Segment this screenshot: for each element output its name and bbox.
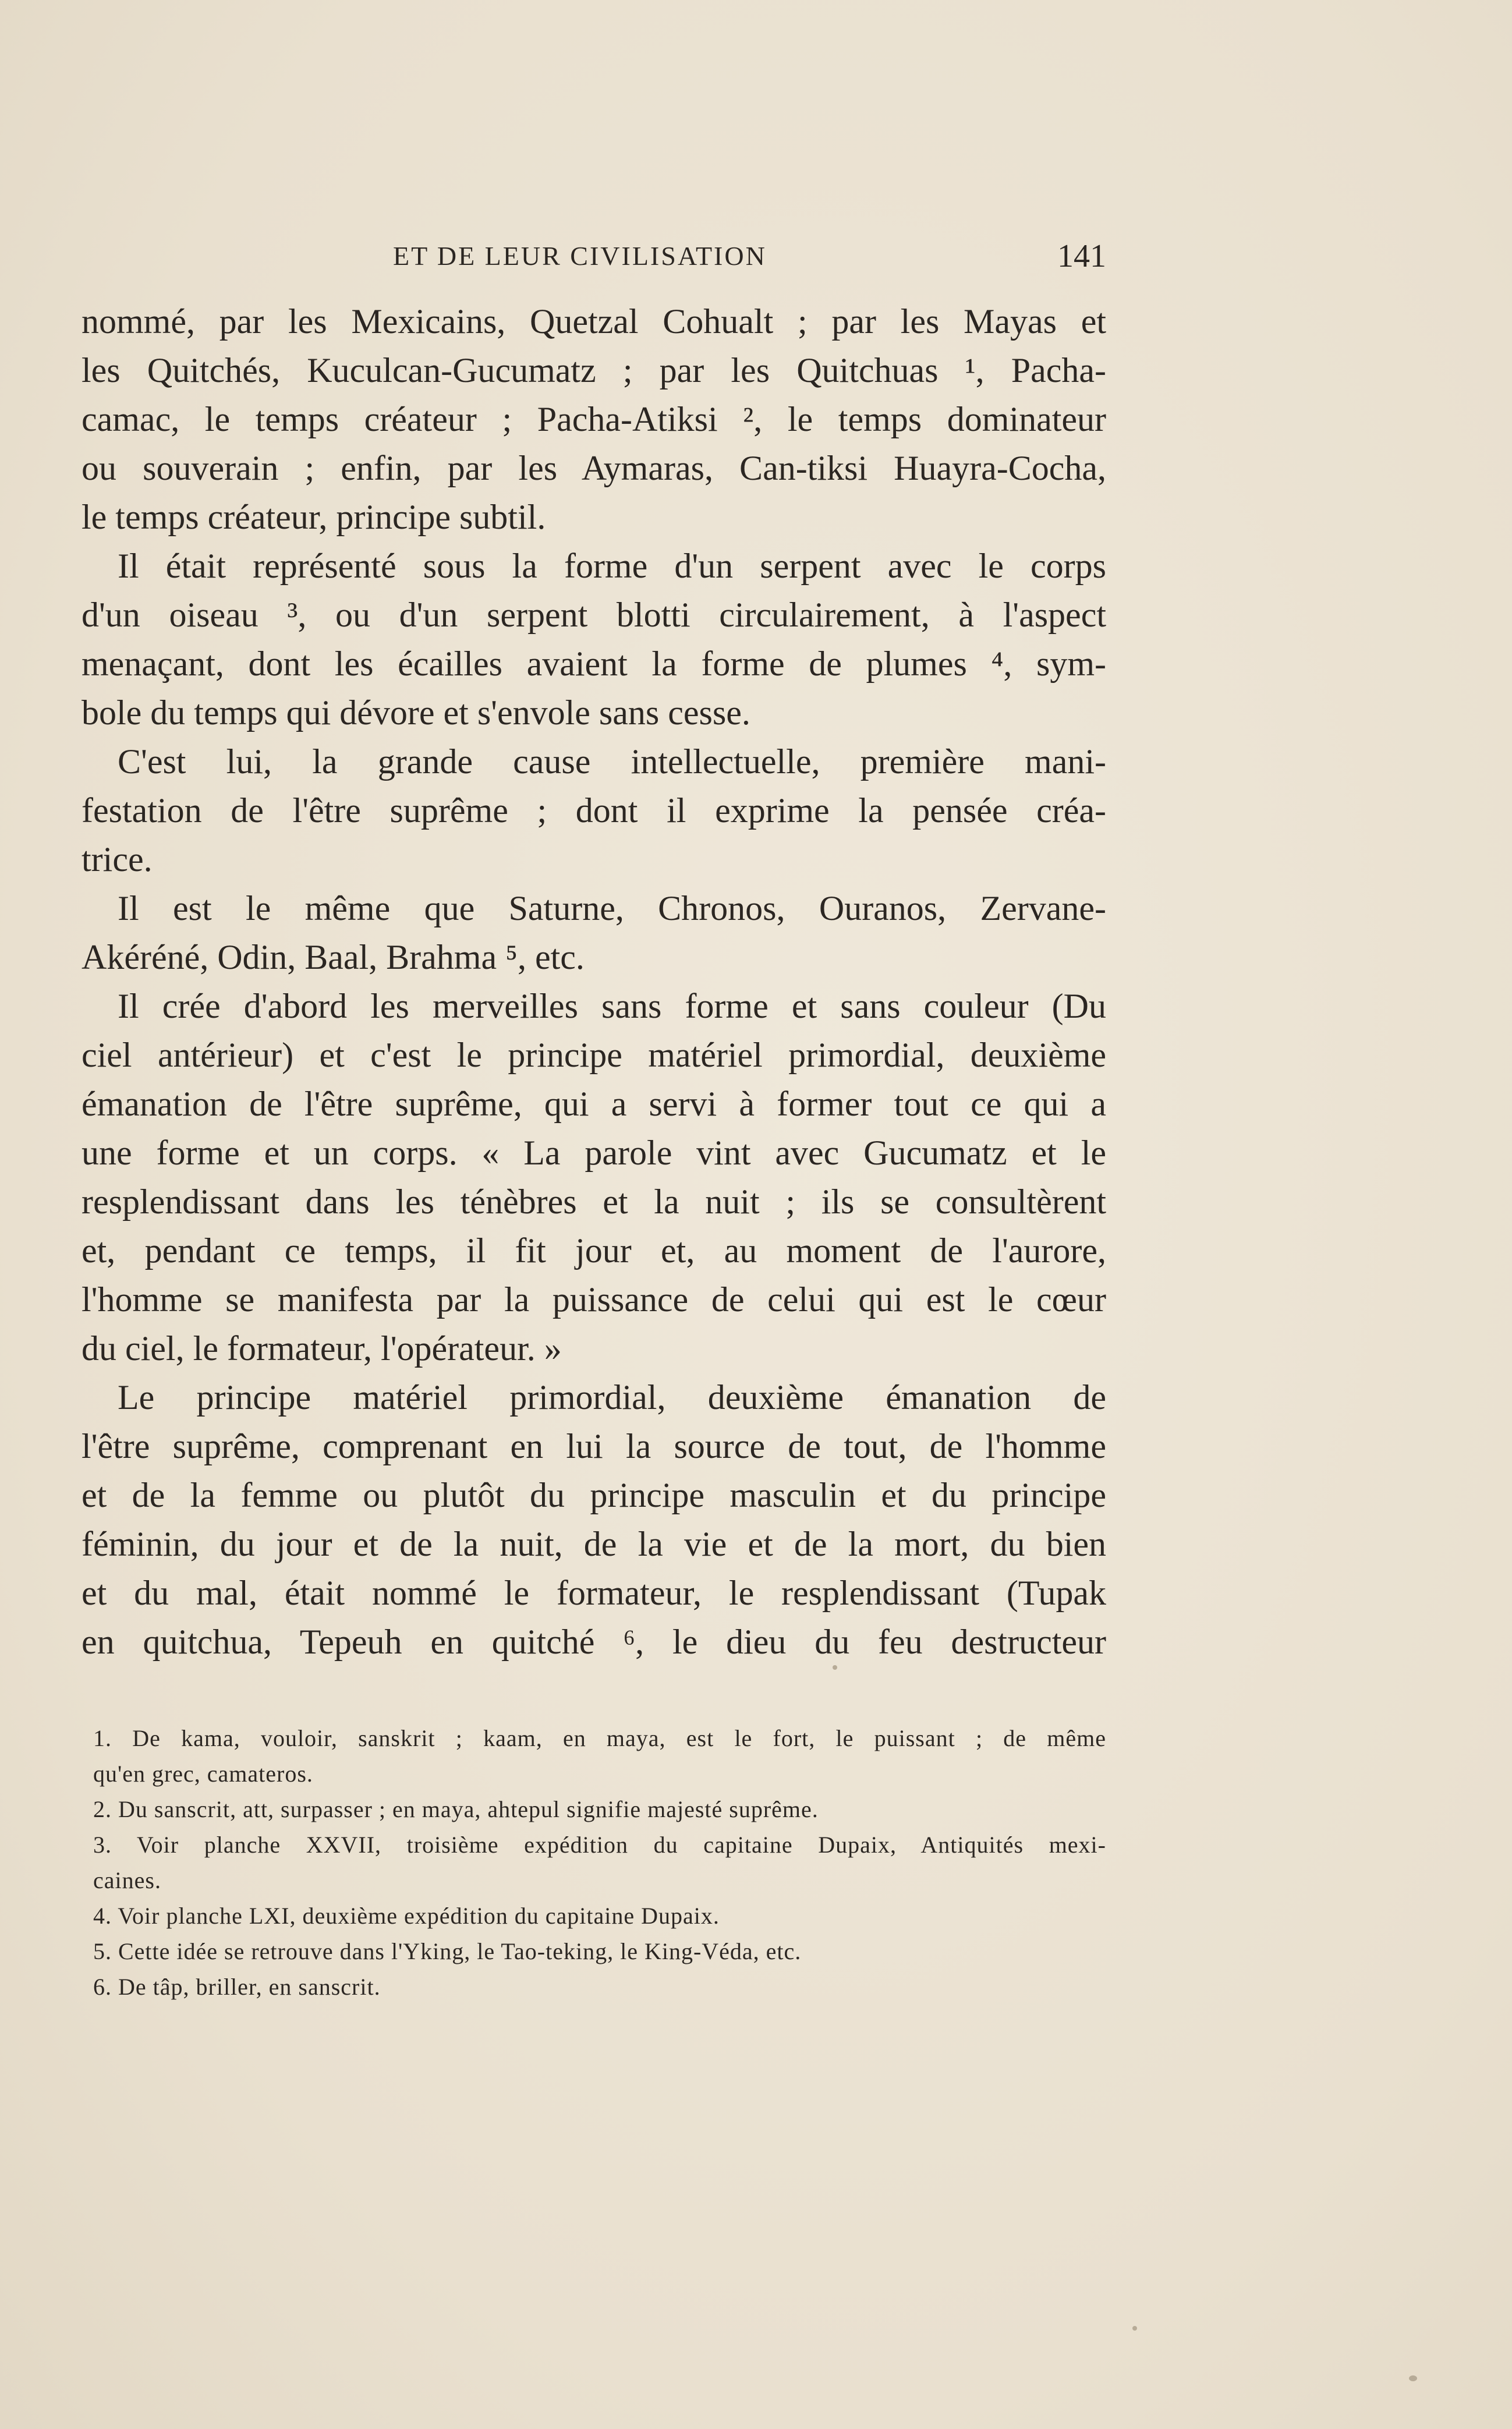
paper-speck xyxy=(1132,2326,1137,2331)
footnotes xyxy=(93,1720,1106,2005)
text-line: l'homme se manifesta par la puissance de celui qui est le cœur xyxy=(82,1280,1106,1319)
footnote-line: 1. De kama, vouloir, sanskrit ; kaam, en maya, est le fort, le puissant ; de même xyxy=(93,1725,1106,1751)
running-title: ET DE LEUR CIVILISATION xyxy=(393,241,767,271)
text-line: féminin, du jour et de la nuit, de la vie et de la mort, du bien xyxy=(82,1525,1106,1563)
text-line: émanation de l'être suprême, qui a servi à former tout ce qui a xyxy=(82,1085,1106,1123)
text-line: les Quitchés, Kuculcan-Gucumatz ; par les Quitchuas ¹, Pacha- xyxy=(82,351,1106,390)
text-line: C'est lui, la grande cause intellectuelle, première mani- xyxy=(118,742,1106,781)
text-line: Akéréné, Odin, Baal, Brahma ⁵, etc. xyxy=(82,938,585,976)
page-header xyxy=(82,236,1106,277)
text-line: Il crée d'abord les merveilles sans forme et sans couleur (Du xyxy=(118,987,1106,1025)
text-line: menaçant, dont les écailles avaient la forme de plumes ⁴, sym- xyxy=(82,645,1106,683)
text-line: du ciel, le formateur, l'opérateur. » xyxy=(82,1329,562,1368)
text-line: d'un oiseau ³, ou d'un serpent blotti circulairement, à l'aspect xyxy=(82,596,1106,634)
text-line: Il est le même que Saturne, Chronos, Ouranos, Zervane- xyxy=(118,889,1106,927)
footnote-line: 5. Cette idée se retrouve dans l'Yking, le Tao-teking, le King-Véda, etc. xyxy=(93,1938,802,1964)
text-line: en quitchua, Tepeuh en quitché ⁶, le dieu du feu destructeur xyxy=(82,1623,1106,1661)
paper-speck xyxy=(1409,2375,1417,2381)
text-line: resplendissant dans les ténèbres et la nuit ; ils se consultèrent xyxy=(82,1182,1106,1221)
text-line: nommé, par les Mexicains, Quetzal Cohualt ; par les Mayas et xyxy=(82,302,1106,341)
body-text xyxy=(82,297,1106,1666)
text-line: une forme et un corps. « La parole vint avec Gucumatz et le xyxy=(82,1134,1106,1172)
footnote-line: qu'en grec, camateros. xyxy=(93,1761,313,1787)
footnote-line: 6. De tâp, briller, en sanscrit. xyxy=(93,1974,381,2000)
footnote-line: 3. Voir planche XXVII, troisième expédition du capitaine Dupaix, Antiquités mexi- xyxy=(93,1832,1106,1858)
text-line: festation de l'être suprême ; dont il exprime la pensée créa- xyxy=(82,791,1106,830)
text-line: Le principe matériel primordial, deuxième émanation de xyxy=(118,1378,1106,1417)
footnote-line: 2. Du sanscrit, att, surpasser ; en maya, ahtepul signifie majesté suprême. xyxy=(93,1796,819,1822)
text-line: et de la femme ou plutôt du principe masculin et du principe xyxy=(82,1476,1106,1514)
text-line: le temps créateur, principe subtil. xyxy=(82,498,546,536)
text-line: trice. xyxy=(82,840,153,879)
footnote-line: 4. Voir planche LXI, deuxième expédition du capitaine Dupaix. xyxy=(93,1903,720,1929)
text-line: Il était représenté sous la forme d'un serpent avec le corps xyxy=(118,547,1106,585)
paper-speck xyxy=(833,1665,837,1670)
footnote-line: caines. xyxy=(93,1867,161,1893)
text-line: et, pendant ce temps, il fit jour et, au moment de l'aurore, xyxy=(82,1231,1106,1270)
text-line: ciel antérieur) et c'est le principe matériel primordial, deuxième xyxy=(82,1036,1106,1074)
text-line: et du mal, était nommé le formateur, le resplendissant (Tupak xyxy=(82,1574,1106,1612)
text-line: ou souverain ; enfin, par les Aymaras, Can-tiksi Huayra-Cocha, xyxy=(82,449,1106,487)
text-line: camac, le temps créateur ; Pacha-Atiksi ², le temps dominateur xyxy=(82,400,1106,438)
text-line: l'être suprême, comprenant en lui la source de tout, de l'homme xyxy=(82,1427,1106,1465)
page-number: 141 xyxy=(1057,238,1106,274)
text-line: bole du temps qui dévore et s'envole sans cesse. xyxy=(82,693,750,732)
